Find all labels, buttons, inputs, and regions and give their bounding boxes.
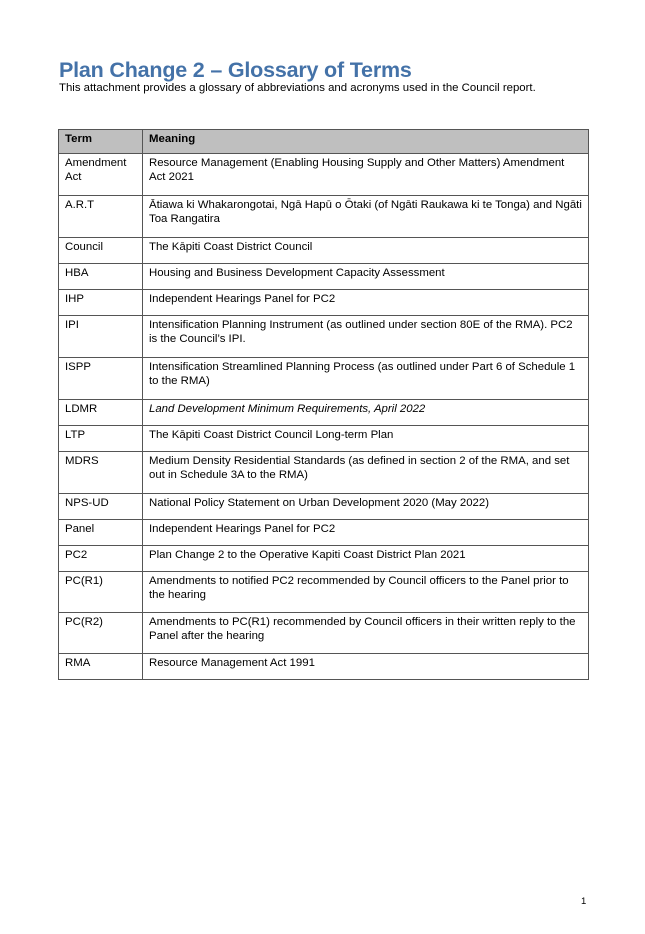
table-row xyxy=(59,264,589,290)
table-row xyxy=(59,494,589,520)
term-cell: LDMR xyxy=(59,400,143,426)
term-cell: Amendment Act xyxy=(59,154,143,196)
term-cell: NPS-UD xyxy=(59,494,143,520)
term-cell: PC2 xyxy=(59,546,143,572)
term-cell: PC(R1) xyxy=(59,572,143,613)
table-row xyxy=(59,196,589,238)
meaning-cell: Resource Management Act 1991 xyxy=(143,654,589,680)
meaning-cell: Intensification Streamlined Planning Process (as outlined under Part 6 of Schedule 1 to the RMA) xyxy=(143,358,589,400)
meaning-cell: Housing and Business Development Capacity Assessment xyxy=(143,264,589,290)
meaning-cell: Independent Hearings Panel for PC2 xyxy=(143,290,589,316)
page-title: Plan Change 2 – Glossary of Terms xyxy=(59,58,412,82)
term-cell: IHP xyxy=(59,290,143,316)
table-row xyxy=(59,654,589,680)
glossary-table xyxy=(58,129,589,680)
table-row xyxy=(59,154,589,196)
meaning-cell: Independent Hearings Panel for PC2 xyxy=(143,520,589,546)
term-cell: HBA xyxy=(59,264,143,290)
page-number: 1 xyxy=(581,896,587,907)
meaning-cell: The Kāpiti Coast District Council xyxy=(143,238,589,264)
meaning-cell: Resource Management (Enabling Housing Supply and Other Matters) Amendment Act 2021 xyxy=(143,154,589,196)
meaning-cell: Intensification Planning Instrument (as outlined under section 80E of the RMA). PC2 is the Council’s IPI. xyxy=(143,316,589,358)
meaning-cell: National Policy Statement on Urban Development 2020 (May 2022) xyxy=(143,494,589,520)
table-row xyxy=(59,358,589,400)
term-cell: MDRS xyxy=(59,452,143,494)
table-row xyxy=(59,290,589,316)
table-row xyxy=(59,426,589,452)
table-row xyxy=(59,400,589,426)
meaning-cell: Land Development Minimum Requirements, April 2022 xyxy=(143,400,589,426)
meaning-cell: The Kāpiti Coast District Council Long-term Plan xyxy=(143,426,589,452)
table-row xyxy=(59,520,589,546)
term-cell: Council xyxy=(59,238,143,264)
term-cell: Panel xyxy=(59,520,143,546)
table-row xyxy=(59,316,589,358)
term-cell: ISPP xyxy=(59,358,143,400)
meaning-cell: Amendments to notified PC2 recommended by Council officers to the Panel prior to the hearing xyxy=(143,572,589,613)
term-cell: PC(R2) xyxy=(59,613,143,654)
meaning-cell: Medium Density Residential Standards (as defined in section 2 of the RMA, and set out in Schedule 3A to the RMA) xyxy=(143,452,589,494)
table-header-row xyxy=(59,130,589,154)
intro-text: This attachment provides a glossary of abbreviations and acronyms used in the Council report. xyxy=(59,82,536,94)
table-row xyxy=(59,238,589,264)
table-row xyxy=(59,546,589,572)
column-header-term: Term xyxy=(59,130,143,154)
meaning-cell: Ātiawa ki Whakarongotai, Ngā Hapū o Ōtaki (of Ngāti Raukawa ki te Tonga) and Ngāti Toa Rangatira xyxy=(143,196,589,238)
meaning-cell: Amendments to PC(R1) recommended by Council officers in their written reply to the Panel after the hearing xyxy=(143,613,589,654)
table-row xyxy=(59,452,589,494)
table-row xyxy=(59,572,589,613)
term-cell: RMA xyxy=(59,654,143,680)
term-cell: A.R.T xyxy=(59,196,143,238)
meaning-cell: Plan Change 2 to the Operative Kapiti Coast District Plan 2021 xyxy=(143,546,589,572)
term-cell: IPI xyxy=(59,316,143,358)
term-cell: LTP xyxy=(59,426,143,452)
table-row xyxy=(59,613,589,654)
column-header-meaning: Meaning xyxy=(143,130,589,154)
